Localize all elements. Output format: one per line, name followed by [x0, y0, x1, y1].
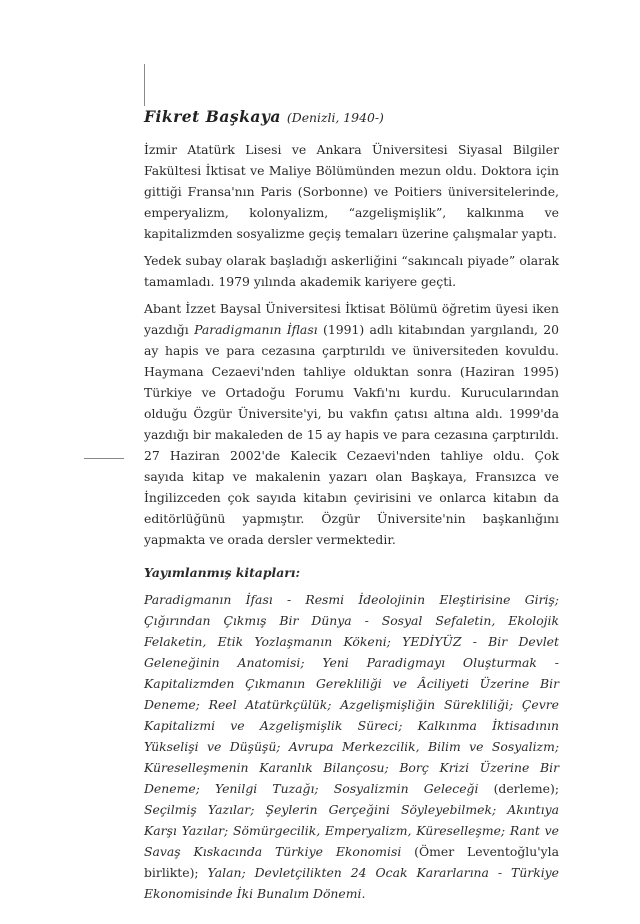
top-vertical-rule: [144, 64, 145, 106]
books-heading: Yayımlanmış kitapları:: [144, 565, 301, 580]
books-list: [144, 589, 559, 904]
career-text-start: Abant İzzet Baysal Üniversitesi İktisat Bölümü öğretim üyesi iken yazdığı: [144, 301, 559, 337]
career-text-rest: (1991) adlı kitabından yargılandı, 20 ay hapis ve para cezasına çarptırıldı ve üniversiteden kovuldu. Haymana Cezaevi'nden tahliye olduktan sonra (Haziran 1995) Türkiye ve Ortadoğu Forumu Vakfı'nı kurdu. Kurucularından olduğu Özgür Üniversite'yi, bu vakfın çatısı altına aldı. 1999'da yazdığı bir makaleden de 15 ay hapis ve para cezasına çarptırıldı. 27 Haziran 2002'de Kalecik Cezaevi'nden tahliye oldu. Çok sayıda kitap ve makalenin yazarı olan Başkaya, Fransızca ve İngilizceden çok sayıda kitabın çevirisini ve onlarca kitabın da editörlüğünü yapmıştır. Özgür Üniversite'nin başkanlığını yapmakta ve orada dersler vermektedir.: [144, 322, 559, 547]
books-note-2: (Ömer Leventoğlu'yla birlikte);: [144, 844, 559, 880]
books-note-1: (derleme);: [478, 781, 559, 796]
author-name: Fikret Başkaya: [144, 107, 281, 126]
bio-paragraph-education: İzmir Atatürk Lisesi ve Ankara Üniversitesi Siyasal Bilgiler Fakültesi İktisat ve Maliye Bölümünden mezun oldu. Doktora için gittiği Fransa'nın Paris (Sorbonne) ve Poitiers üniversitelerinde, emperyalizm, kolonyalizm, “azgelişmişlik”, kalkınma ve kapitalizmden sosyalizme geçiş temaları üzerine çalışmalar yaptı.: [144, 142, 559, 241]
books-segment-1: Paradigmanın İfası - Resmi İdeolojinin Eleştirisine Giriş; Çığırından Çıkmış Bir Dünya - Sosyal Sefaletin, Ekolojik Felaketin, Etik Yozlaşmanın Kökeni; YEDİYÜZ - Bir Devlet Geleneğinin Anatomisi; Yeni Paradigmayı Oluşturmak - Kapitalizmden Çıkmanın Gerekliliği ve Âciliyeti Üzerine Bir Deneme; Reel Atatürkçülük; Azgelişmişliğin Sürekliliği; Çevre Kapitalizmi ve Azgelişmişlik Süreci; Kalkınma İktisadının Yükselişi ve Düşüşü; Avrupa Merkezcilik, Bilim ve Sosyalizm; Küreselleşmenin Karanlık Bilançosu; Borç Krizi Üzerine Bir Deneme; Yenilgi Tuzağı; Sosyalizmin Geleceği: [144, 592, 559, 796]
author-lifespan: (Denizli, 1940-): [286, 110, 384, 125]
author-bio: [144, 106, 559, 904]
books-segment-2: Seçilmiş Yazılar; Şeylerin Gerçeğini Söyleyebilmek; Akıntıya Karşı Yazılar; Sömürgecilik, Emperyalizm, Küreselleşme; Rant ve Savaş Kıskacında Türkiye Ekonomisi: [144, 802, 559, 859]
books-segment-3: Yalan; Devletçilikten 24 Ocak Kararlarına - Türkiye Ekonomisinde İki Bunalım Dönemi.: [144, 865, 560, 901]
book-title-inline: Paradigmanın İflası: [194, 322, 318, 337]
bio-paragraph-military: Yedek subay olarak başladığı askerliğini “sakıncalı piyade” olarak tamamladı. 1979 yılında akademik kariyere geçti.: [144, 253, 559, 289]
bio-paragraph-career: [144, 298, 559, 550]
left-horizontal-rule: [84, 458, 124, 459]
author-heading: [144, 106, 559, 128]
